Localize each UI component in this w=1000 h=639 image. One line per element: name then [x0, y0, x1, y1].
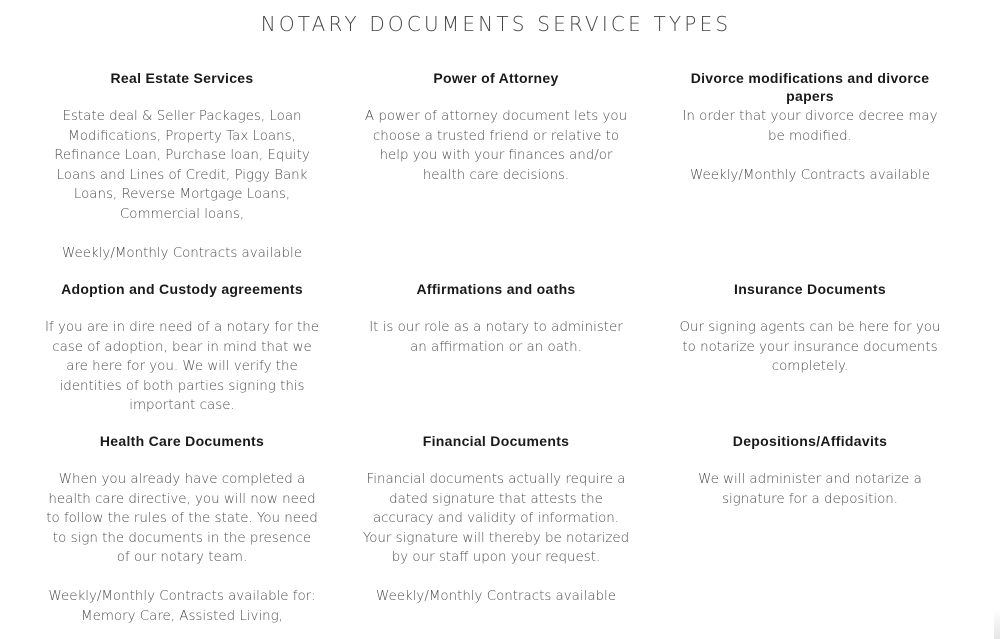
service-description: A power of attorney document lets you choose a trusted friend or relative to help you with your finances and/or health care decisions.	[364, 109, 628, 183]
service-description: We will administer and notarize a signature for a deposition.	[698, 472, 922, 507]
service-card-depositions	[673, 432, 947, 509]
service-title: Power of Attorney	[433, 70, 559, 86]
service-description: Estate deal & Seller Packages, Loan Modifications, Property Tax Loans, Refinance Loan, Purchase loan, Equity Loans and Lines of Credit, Piggy Bank Loans, Reverse Mortgage Loans, Commercial loans,	[54, 109, 310, 222]
service-card-affirmations	[359, 280, 633, 357]
service-description: In order that your divorce decree may be modified.	[682, 109, 938, 144]
service-contracts-note: Weekly/Monthly Contracts available	[690, 167, 930, 183]
service-title: Real Estate Services	[110, 70, 254, 86]
service-title: Divorce modifications and divorce papers	[690, 70, 930, 104]
service-contracts-note: Weekly/Monthly Contracts available for:	[48, 589, 316, 604]
service-description: It is our role as a notary to administer an affirmation or an oath.	[369, 320, 623, 355]
service-card-financial	[359, 432, 633, 607]
service-description: Our signing agents can be here for you to notarize your insurance documents completely.	[679, 320, 941, 374]
service-title: Insurance Documents	[734, 281, 886, 297]
service-card-real-estate	[45, 69, 319, 263]
service-title: Depositions/Affidavits	[732, 433, 888, 449]
service-title: Health Care Documents	[99, 433, 265, 449]
service-description: Financial documents actually require a dated signature that attests the accuracy and validity of information. Your signature will thereby be notarized by our staff upon your request.	[362, 472, 630, 565]
service-contracts-note: Weekly/Monthly Contracts available	[376, 589, 616, 604]
scrollbar-edge[interactable]	[994, 609, 1000, 639]
service-description: When you already have completed a health care directive, you will now need to follow the rules of the state. You need to sign the documents in the presence of our notary team.	[46, 472, 318, 565]
service-description: If you are in dire need of a notary for the case of adoption, bear in mind that we are here for you. We will verify the identities of both parties signing this important case.	[45, 320, 319, 413]
section-title: NOTARY DOCUMENTS SERVICE TYPES	[260, 12, 732, 36]
service-card-divorce	[673, 69, 947, 185]
service-title: Financial Documents	[422, 433, 570, 449]
service-contracts-note: Weekly/Monthly Contracts available	[62, 245, 302, 261]
service-title: Affirmations and oaths	[416, 281, 576, 297]
service-card-adoption	[45, 280, 319, 416]
service-card-power-of-attorney	[359, 69, 633, 185]
service-card-insurance	[673, 280, 947, 377]
service-contracts-detail: Memory Care, Assisted Living,	[81, 608, 283, 624]
service-card-health-care	[45, 432, 319, 626]
service-title: Adoption and Custody agreements	[61, 281, 303, 297]
